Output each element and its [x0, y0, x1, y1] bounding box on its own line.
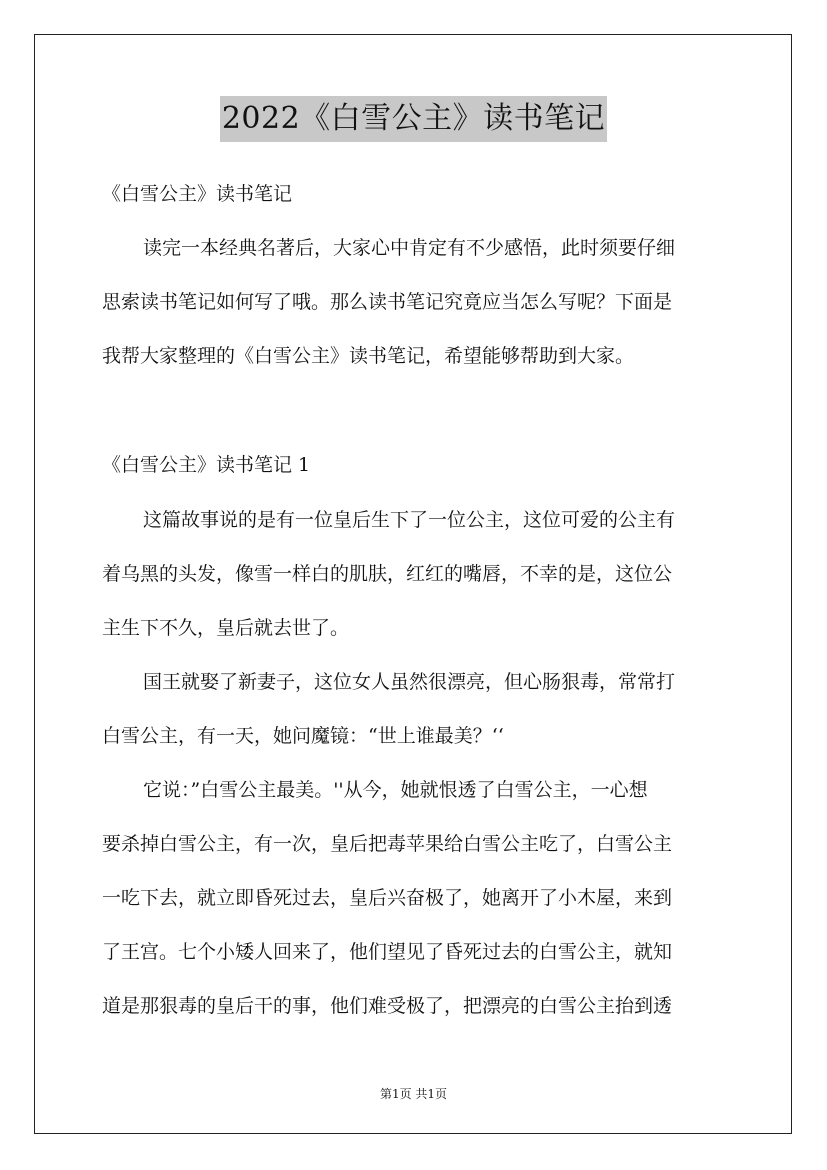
- body-line-2: 着乌黑的头发，像雪一样白的肌肤，红红的嘴唇，不幸的是，这位公: [102, 563, 673, 585]
- section-heading: 《白雪公主》读书笔记 1: [102, 454, 311, 476]
- body-line-1: 这篇故事说的是有一位皇后生下了一位公主，这位可爱的公主有: [143, 509, 676, 531]
- subtitle: 《白雪公主》读书笔记: [102, 183, 293, 205]
- body-line-6: 它说：”白雪公主最美。''从今，她就恨透了白雪公主，一心想: [143, 779, 648, 801]
- document-title: 2022《白雪公主》读书笔记: [220, 96, 607, 142]
- body-line-9: 了王宫。七个小矮人回来了，他们望见了昏死过去的白雪公主，就知: [102, 941, 673, 963]
- intro-line-2: 思索读书笔记如何写了哦。那么读书笔记究竟应当怎么写呢？下面是: [102, 291, 673, 313]
- body-line-10: 道是那狠毒的皇后干的事，他们难受极了，把漂亮的白雪公主抬到透: [102, 995, 673, 1017]
- intro-line-1: 读完一本经典名著后，大家心中肯定有不少感悟，此时须要仔细: [143, 237, 676, 259]
- body-line-5: 白雪公主，有一天，她问魔镜：“世上谁最美？‘‘: [102, 725, 504, 747]
- body-line-3: 主生下不久，皇后就去世了。: [102, 617, 350, 639]
- body-line-7: 要杀掉白雪公主，有一次，皇后把毒苹果给白雪公主吃了，白雪公主: [102, 833, 673, 855]
- page-footer: 第1页 共1页: [379, 1087, 448, 1101]
- title-wrap: [0, 96, 827, 142]
- intro-line-3: 我帮大家整理的《白雪公主》读书笔记，希望能够帮助到大家。: [102, 345, 635, 367]
- body-line-4: 国王就娶了新妻子，这位女人虽然很漂亮，但心肠狠毒，常常打: [143, 671, 676, 693]
- body-line-8: 一吃下去，就立即昏死过去，皇后兴奋极了，她离开了小木屋，来到: [102, 887, 673, 909]
